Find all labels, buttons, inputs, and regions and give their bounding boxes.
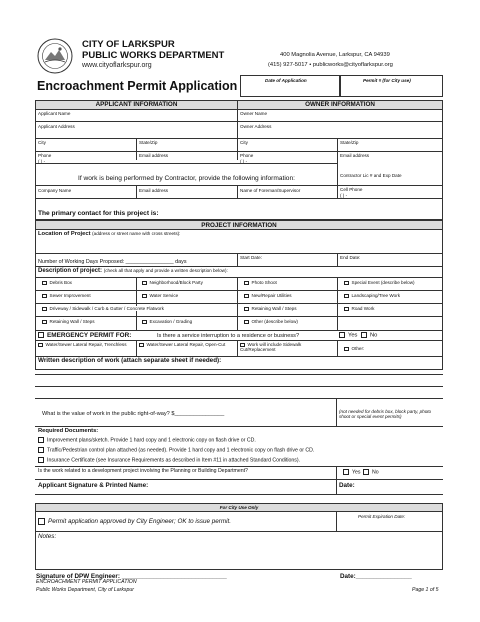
contractor-license-field[interactable]: Contractor Lic # and Exp Date xyxy=(340,173,402,178)
written-description-label: Written description of work (attach separate sheet if needed): xyxy=(38,357,222,364)
location-field[interactable] xyxy=(38,231,180,237)
description-label: Description of project: xyxy=(38,268,103,274)
service-interruption-no[interactable]: No xyxy=(361,332,377,339)
checkbox-icon[interactable] xyxy=(344,307,349,312)
required-doc-traffic-plan[interactable]: Traffic/Pedestrian control plan attached (as needed). Provide 1 hard copy and 1 electronic copy on flash drive or CD. xyxy=(38,447,314,454)
owner-email-field[interactable]: Email address xyxy=(340,153,370,158)
checkbox-driveway[interactable]: Driveway / Sidewalk / Curb & Gutter / Concrete Flatwork xyxy=(42,306,168,311)
applicant-name-field[interactable]: Applicant Name xyxy=(38,111,71,116)
checkbox-block-party[interactable]: Neighborhood/Block Party xyxy=(142,280,203,285)
written-description-area[interactable] xyxy=(36,366,442,396)
start-date-field[interactable]: Start Date: xyxy=(240,255,262,260)
development-yes[interactable]: Yes xyxy=(343,469,360,476)
checkbox-other[interactable]: Other: xyxy=(344,346,364,351)
checkbox-icon[interactable] xyxy=(363,469,369,475)
checkbox-icon[interactable] xyxy=(38,518,45,525)
checkbox-icon[interactable] xyxy=(142,281,147,286)
checkbox-icon[interactable] xyxy=(339,332,345,338)
checkbox-icon[interactable] xyxy=(139,343,144,348)
checkbox-landscaping[interactable]: Landscaping/Tree Work xyxy=(344,293,400,298)
end-date-field[interactable]: End Date: xyxy=(340,255,361,260)
applicant-phone-format: ( ) - xyxy=(38,159,46,165)
emergency-permit-option[interactable]: EMERGENCY PERMIT FOR: xyxy=(38,332,131,339)
description-note: (check all that apply and provide a written description below): xyxy=(103,268,228,273)
applicant-signature-date[interactable]: Date: xyxy=(339,482,355,489)
applicant-phone-label: Phone xyxy=(38,153,52,158)
checkbox-icon[interactable] xyxy=(42,320,47,325)
footer-department: Public Works Department, City of Larkspur xyxy=(36,587,135,593)
checkbox-icon[interactable] xyxy=(244,320,249,325)
checkbox-lateral-trenchless[interactable]: Water/Sewer Lateral Repair, Trenchless xyxy=(38,342,134,347)
contractor-prompt: If work is being performed by Contractor, provide the following information: xyxy=(78,175,295,182)
company-name-field[interactable]: Company Name xyxy=(38,188,72,193)
date-of-application-label: Date of Application xyxy=(265,78,307,83)
footer-page-number: Page 1 of 5 xyxy=(412,587,439,593)
checkbox-icon[interactable] xyxy=(38,447,44,453)
permit-approved-checkbox[interactable]: Permit application approved by City Engineer; OK to issue permit. xyxy=(38,518,231,525)
checkbox-road-work[interactable]: Road Work xyxy=(344,306,374,311)
location-note: (address or street name with cross streets): xyxy=(92,231,181,236)
department-contact: (415) 927-5017 • publicworks@cityoflarkspur.org xyxy=(268,62,393,68)
owner-city-field[interactable]: City xyxy=(240,140,248,145)
checkbox-icon[interactable] xyxy=(244,294,249,299)
checkbox-icon[interactable] xyxy=(244,281,249,286)
checkbox-sewer[interactable]: Sewer Improvement xyxy=(42,293,91,298)
contractor-email-field[interactable]: Email address xyxy=(139,188,169,193)
checkbox-icon[interactable] xyxy=(42,307,47,312)
location-label: Location of Project xyxy=(38,231,91,237)
cell-phone-format: ( ) - xyxy=(340,193,348,199)
owner-phone-label: Phone xyxy=(240,153,254,158)
checkbox-retaining-wall-2[interactable]: Retaining Wall / Steps xyxy=(42,319,95,324)
checkbox-icon[interactable] xyxy=(344,347,349,352)
development-no[interactable]: No xyxy=(363,469,379,476)
checkbox-other-describe[interactable]: Other (describe below) xyxy=(244,319,298,324)
primary-contact-field[interactable]: The primary contact for this project is: xyxy=(38,210,159,217)
service-interruption-question: Is there a service interruption to a residence or business? xyxy=(157,333,300,339)
checkbox-icon[interactable] xyxy=(142,294,147,299)
service-interruption-yes[interactable]: Yes xyxy=(339,332,357,339)
checkbox-icon[interactable] xyxy=(142,320,147,325)
department-address: 400 Magnolia Avenue, Larkspur, CA 94939 xyxy=(280,52,390,58)
cell-phone-field[interactable] xyxy=(340,187,362,199)
working-days-field[interactable]: Number of Working Days Proposed: ________________ days xyxy=(38,259,187,265)
owner-address-field[interactable]: Owner Address xyxy=(240,124,272,129)
owner-state-zip-field[interactable]: State/Zip xyxy=(340,140,359,145)
applicant-city-field[interactable]: City xyxy=(38,140,46,145)
city-name: CITY OF LARKSPUR xyxy=(82,39,175,50)
checkbox-icon[interactable] xyxy=(344,281,349,286)
checkbox-photo-shoot[interactable]: Photo Shoot xyxy=(244,280,277,285)
department-name: PUBLIC WORKS DEPARTMENT xyxy=(82,50,225,61)
owner-phone-format: ( ) - xyxy=(240,159,248,165)
checkbox-icon[interactable] xyxy=(38,457,44,463)
checkbox-sidewalk-cut[interactable]: Work will include Sidewalk Cut/Replacement xyxy=(240,342,302,353)
checkbox-retaining-wall[interactable]: Retaining Wall / Steps xyxy=(244,306,297,311)
footer-form-name: ENCROACHMENT PERMIT APPLICATION xyxy=(36,579,137,585)
applicant-section-header: APPLICANT INFORMATION xyxy=(95,101,178,108)
checkbox-icon[interactable] xyxy=(42,281,47,286)
checkbox-icon[interactable] xyxy=(42,294,47,299)
applicant-signature-field[interactable]: Applicant Signature & Printed Name: xyxy=(38,482,149,489)
dpw-engineer-signature[interactable]: Signature of DPW Engineer: ______________________________ xyxy=(36,573,227,580)
owner-name-field[interactable]: Owner Name xyxy=(240,111,268,116)
checkbox-icon[interactable] xyxy=(244,307,249,312)
owner-section-header: OWNER INFORMATION xyxy=(305,101,375,108)
date-of-application-box[interactable] xyxy=(240,75,340,97)
city-use-header: For City Use Only xyxy=(219,505,259,510)
city-notes-field[interactable]: Notes: xyxy=(38,533,57,540)
form-title: Encroachment Permit Application xyxy=(37,79,238,93)
checkbox-lateral-open-cut[interactable]: Water/Sewer Lateral Repair, Open-Cut xyxy=(139,342,235,347)
description-heading xyxy=(38,268,228,274)
permit-expiration-date[interactable]: Permit Expiration Date: xyxy=(358,514,406,519)
permit-number-label: Permit # (for City use) xyxy=(363,78,411,83)
dpw-signature-date[interactable]: Date:________________ xyxy=(340,573,412,580)
checkbox-icon[interactable] xyxy=(38,343,43,348)
checkbox-debris-box[interactable]: Debris Box xyxy=(42,280,72,285)
checkbox-excavation[interactable]: Excavation / Grading xyxy=(142,319,192,324)
foreman-name-field[interactable]: Name of Foreman/Supervisor xyxy=(240,188,301,193)
project-section-header: PROJECT INFORMATION xyxy=(201,222,277,229)
work-value-note: (not needed for debris box, block party, photo shoot or special event permits) xyxy=(339,409,432,420)
required-doc-insurance[interactable]: Insurance Certificate (see Insurance Requirements as described in Item #11 in attached Standard Conditions). xyxy=(38,457,300,464)
checkbox-icon[interactable] xyxy=(361,332,367,338)
work-value-question[interactable]: What is the value of work in the public right-of-way? $________________ xyxy=(42,411,225,417)
checkbox-icon[interactable] xyxy=(344,294,349,299)
required-doc-plans[interactable]: Improvement plans/sketch. Provide 1 hard copy and 1 electronic copy on flash drive or CD. xyxy=(38,437,256,444)
applicant-state-zip-field[interactable]: State/Zip xyxy=(139,140,158,145)
checkbox-special-event[interactable]: Special Event (describe below) xyxy=(344,280,415,285)
checkbox-new-utilities[interactable]: New/Repair Utilities xyxy=(244,293,292,298)
website-link[interactable]: www.cityoflarkspur.org xyxy=(82,62,152,69)
required-documents-title: Required Documents: xyxy=(38,428,99,434)
cell-phone-label: Cell Phone xyxy=(340,187,363,192)
checkbox-icon[interactable] xyxy=(343,469,349,475)
permit-number-box[interactable] xyxy=(340,75,443,97)
checkbox-icon[interactable] xyxy=(38,332,44,338)
applicant-email-field[interactable]: Email address xyxy=(139,153,169,158)
checkbox-icon[interactable] xyxy=(38,437,44,443)
city-seal-logo xyxy=(37,38,73,74)
applicant-address-field[interactable]: Applicant Address xyxy=(38,124,75,129)
development-question: Is the work related to a development project involving the Planning or Building Department? xyxy=(38,468,248,474)
checkbox-water-service[interactable]: Water Service xyxy=(142,293,178,298)
